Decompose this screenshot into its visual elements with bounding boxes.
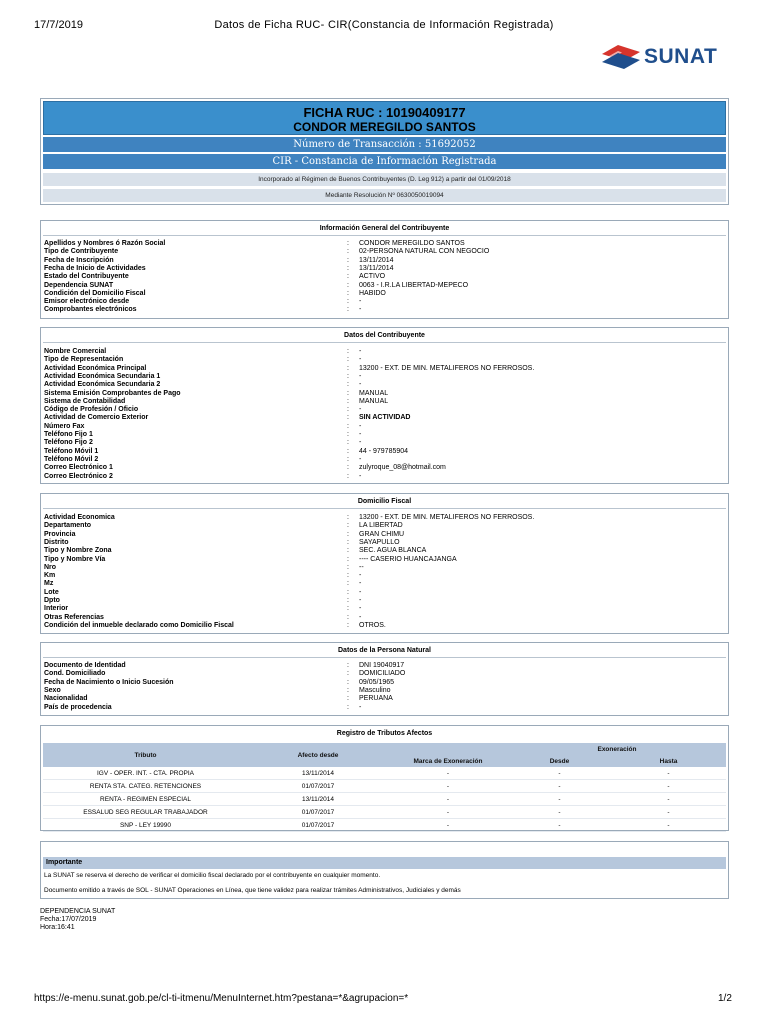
- field-value: -: [359, 703, 362, 711]
- field-colon: :: [347, 447, 349, 455]
- field-colon: :: [347, 514, 349, 521]
- field-value: SAYAPULLO: [359, 538, 400, 546]
- table-row: [43, 806, 726, 819]
- field-colon: :: [347, 306, 349, 314]
- field-row: [44, 547, 724, 556]
- col-exoneracion: Exoneración: [508, 743, 726, 755]
- field-value: -: [359, 306, 362, 314]
- field-row: [44, 423, 724, 432]
- sunat-logo: [598, 40, 730, 74]
- field-label: Sistema Emisión Comprobantes de Pago: [44, 389, 181, 397]
- field-value: HABIDO: [359, 289, 386, 297]
- field-label: Código de Profesión / Oficio: [44, 406, 139, 414]
- field-row: [44, 448, 724, 457]
- field-value: Masculino: [359, 686, 391, 694]
- field-label: Actividad Económica Secundaria 2: [44, 381, 161, 389]
- field-row: [44, 687, 724, 696]
- col-afecto: Afecto desde: [248, 743, 388, 767]
- field-row: [44, 298, 724, 307]
- field-row: [44, 514, 724, 523]
- domicilio-title: Domicilio Fiscal: [357, 498, 412, 505]
- field-label: Mz: [44, 580, 54, 588]
- table-row: [43, 819, 726, 832]
- field-colon: :: [347, 530, 349, 538]
- persona-natural-title: Datos de la Persona Natural: [338, 647, 431, 654]
- cell-tributo: ESSALUD SEG REGULAR TRABAJADOR: [43, 806, 248, 819]
- field-value: -: [359, 572, 362, 580]
- print-page-number: 1/2: [718, 993, 732, 1004]
- cell-marca: -: [388, 767, 508, 780]
- field-colon: :: [347, 256, 349, 264]
- field-value: SEC. AGUA BLANCA: [359, 547, 427, 555]
- field-row: [44, 679, 724, 688]
- field-value: -: [359, 298, 362, 306]
- field-row: [44, 439, 724, 448]
- field-label: Dpto: [44, 597, 60, 604]
- field-value: ACTIVO: [359, 273, 386, 281]
- cell-desde: -: [508, 819, 611, 832]
- field-label: Otras Referencias: [44, 613, 104, 621]
- field-label: Estado del Contribuyente: [44, 273, 129, 281]
- field-label: Nro: [44, 563, 57, 571]
- field-row: [44, 622, 724, 631]
- field-colon: :: [347, 381, 349, 389]
- field-colon: :: [347, 289, 349, 297]
- field-row: [44, 356, 724, 365]
- cell-afecto: 01/07/2017: [248, 780, 388, 793]
- field-value: GRAN CHIMU: [359, 530, 405, 538]
- field-value: -: [359, 580, 362, 588]
- field-label: Interior: [44, 605, 69, 613]
- field-colon: :: [347, 538, 349, 546]
- footer-hora: Hora:16:41: [40, 924, 75, 931]
- field-row: [44, 398, 724, 407]
- field-value: -: [359, 588, 362, 596]
- field-colon: :: [347, 273, 349, 281]
- print-title: Datos de Ficha RUC- CIR(Constancia de Información Registrada): [214, 19, 554, 31]
- field-colon: :: [347, 686, 349, 694]
- field-value: 13200 - EXT. DE MIN. METALIFEROS NO FERROSOS.: [359, 514, 535, 521]
- field-label: Teléfono Fijo 1: [44, 431, 93, 438]
- field-colon: :: [347, 555, 349, 563]
- cell-marca: -: [388, 806, 508, 819]
- field-label: Dependencia SUNAT: [44, 281, 114, 289]
- field-label: Actividad Economica: [44, 514, 115, 521]
- field-label: Sexo: [44, 686, 61, 694]
- field-value: DNI 19040917: [359, 662, 405, 669]
- print-url: https://e-menu.sunat.gob.pe/cl-ti-itmenu/MenuInternet.htm?pestana=*&agrupacion=*: [34, 993, 409, 1004]
- field-value: SIN ACTIVIDAD: [359, 414, 411, 422]
- field-label: Teléfono Móvil 1: [44, 447, 99, 455]
- importante-line-1: La SUNAT se reserva el derecho de verificar el domicilio fiscal declarado por el contribuyente en cualquier momento.: [44, 872, 381, 879]
- field-label: Teléfono Fijo 2: [44, 439, 93, 447]
- field-row: [44, 695, 724, 704]
- field-value: -: [359, 372, 362, 380]
- col-tributo: Tributo: [43, 743, 248, 767]
- field-colon: :: [347, 695, 349, 703]
- field-label: Departamento: [44, 522, 92, 530]
- domicilio-section: [40, 493, 729, 634]
- field-row: [44, 572, 724, 581]
- field-row: [44, 240, 724, 249]
- importante-line-2: Documento emitido a través de SOL - SUNAT Operaciones en Línea, que tiene validez para realizar trámites Administrativos, Judiciales y demás: [44, 887, 461, 894]
- field-colon: :: [347, 572, 349, 580]
- field-colon: :: [347, 406, 349, 414]
- field-colon: :: [347, 588, 349, 596]
- field-colon: :: [347, 563, 349, 571]
- field-value: zulyroque_08@hotmail.com: [359, 464, 446, 472]
- tributos-section: [40, 725, 729, 831]
- field-row: [44, 290, 724, 299]
- field-colon: :: [347, 248, 349, 256]
- field-label: Apellidos y Nombres ó Razón Social: [44, 240, 166, 247]
- field-row: [44, 414, 724, 423]
- cell-afecto: 01/07/2017: [248, 806, 388, 819]
- field-value: 13/11/2014: [359, 264, 394, 272]
- field-value: 09/05/1965: [359, 678, 395, 686]
- col-desde: Desde: [508, 755, 611, 767]
- field-colon: :: [347, 281, 349, 289]
- col-hasta: Hasta: [611, 755, 726, 767]
- field-value: CONDOR MEREGILDO SANTOS: [359, 240, 465, 247]
- field-row: [44, 265, 724, 274]
- field-value: DOMICILIADO: [359, 670, 406, 678]
- field-value: --: [359, 563, 364, 571]
- ficha-ruc-banner: [43, 101, 726, 135]
- field-value: LA LIBERTAD: [359, 522, 403, 530]
- field-colon: :: [347, 472, 349, 480]
- field-label: Tipo de Contribuyente: [44, 248, 119, 256]
- cell-hasta: -: [611, 780, 726, 793]
- field-label: Documento de Identidad: [44, 662, 126, 669]
- field-label: Fecha de Inicio de Actividades: [44, 264, 146, 272]
- field-colon: :: [347, 389, 349, 397]
- field-label: Sistema de Contabilidad: [44, 397, 126, 405]
- col-marca: Marca de Exoneración: [388, 743, 508, 767]
- cell-desde: -: [508, 806, 611, 819]
- field-colon: :: [347, 364, 349, 372]
- field-value: -: [359, 422, 362, 430]
- sunat-logo-text: SUNAT: [644, 45, 718, 68]
- datos-contribuyente-section: [40, 327, 729, 484]
- field-label: Fecha de Nacimiento o Inicio Sucesión: [44, 678, 174, 686]
- field-colon: :: [347, 662, 349, 669]
- importante-title: Importante: [43, 857, 726, 869]
- cell-desde: -: [508, 793, 611, 806]
- field-label: Correo Electrónico 2: [44, 472, 113, 480]
- field-row: [44, 539, 724, 548]
- field-value: -: [359, 472, 362, 480]
- footer-fecha: Fecha:17/07/2019: [40, 916, 97, 923]
- field-row: [44, 381, 724, 390]
- field-colon: :: [347, 605, 349, 613]
- field-label: Tipo y Nombre Zona: [44, 547, 112, 555]
- field-colon: :: [347, 580, 349, 588]
- field-label: País de procedencia: [44, 703, 112, 711]
- field-value: -: [359, 381, 362, 389]
- tributos-table: [43, 743, 726, 832]
- resolucion-text: Mediante Resolución Nº 0630050019094: [43, 189, 726, 202]
- field-colon: :: [347, 670, 349, 678]
- cell-desde: -: [508, 780, 611, 793]
- field-colon: :: [347, 439, 349, 447]
- field-row: [44, 522, 724, 531]
- field-label: Correo Electrónico 1: [44, 464, 113, 472]
- field-row: [44, 373, 724, 382]
- info-general-title: Información General del Contribuyente: [319, 225, 450, 232]
- field-row: [44, 464, 724, 473]
- cell-desde: -: [508, 767, 611, 780]
- field-label: Actividad de Comercio Exterior: [44, 414, 149, 422]
- field-row: [44, 704, 724, 713]
- field-colon: :: [347, 464, 349, 472]
- cell-tributo: RENTA STA. CATEG. RETENCIONES: [43, 780, 248, 793]
- regimen-text: Incorporado al Régimen de Buenos Contribuyentes (D. Leg 912) a partir del 01/09/2018: [43, 173, 726, 186]
- cell-tributo: SNP - LEY 19990: [43, 819, 248, 832]
- footer-dependencia: DEPENDENCIA SUNAT: [40, 908, 116, 915]
- table-row: [43, 767, 726, 780]
- cell-afecto: 13/11/2014: [248, 767, 388, 780]
- field-row: [44, 564, 724, 573]
- field-label: Comprobantes electrónicos: [44, 306, 137, 314]
- field-row: [44, 580, 724, 589]
- field-value: -: [359, 605, 362, 613]
- field-label: Tipo de Representación: [44, 356, 124, 364]
- field-colon: :: [347, 348, 349, 355]
- field-value: -: [359, 406, 362, 414]
- field-value: 13200 - EXT. DE MIN. METALIFEROS NO FERROSOS.: [359, 364, 535, 372]
- tributos-title: Registro de Tributos Afectos: [336, 730, 433, 737]
- footer-block: [40, 908, 115, 932]
- cell-afecto: 01/07/2017: [248, 819, 388, 832]
- cell-afecto: 13/11/2014: [248, 793, 388, 806]
- field-colon: :: [347, 397, 349, 405]
- field-row: [44, 531, 724, 540]
- field-colon: :: [347, 372, 349, 380]
- persona-natural-section: [40, 642, 729, 716]
- field-value: OTROS.: [359, 621, 386, 629]
- field-label: Cond. Domiciliado: [44, 670, 106, 678]
- field-label: Condición del inmueble declarado como Domicilio Fiscal: [44, 621, 234, 629]
- field-colon: :: [347, 522, 349, 530]
- field-label: Provincia: [44, 530, 76, 538]
- field-value: -: [359, 439, 362, 447]
- field-value: -: [359, 455, 362, 463]
- field-row: [44, 365, 724, 374]
- field-value: 13/11/2014: [359, 256, 394, 264]
- field-value: MANUAL: [359, 389, 389, 397]
- cell-hasta: -: [611, 793, 726, 806]
- field-label: Nacionalidad: [44, 695, 88, 703]
- field-colon: :: [347, 597, 349, 604]
- field-value: -: [359, 348, 362, 355]
- field-value: -: [359, 431, 362, 438]
- cell-tributo: IGV - OPER. INT. - CTA. PROPIA: [43, 767, 248, 780]
- ficha-ruc: FICHA RUC : 10190409177: [303, 105, 466, 120]
- field-colon: :: [347, 455, 349, 463]
- field-colon: :: [347, 621, 349, 629]
- field-row: [44, 431, 724, 440]
- field-value: 02-PERSONA NATURAL CON NEGOCIO: [359, 248, 490, 256]
- ficha-header: [40, 98, 729, 205]
- field-row: [44, 662, 724, 671]
- field-label: Emisor electrónico desde: [44, 298, 130, 306]
- field-label: Lote: [44, 588, 59, 596]
- field-value: -: [359, 356, 362, 364]
- datos-contribuyente-title: Datos del Contribuyente: [344, 332, 425, 339]
- field-value: PERUANA: [359, 695, 393, 703]
- field-label: Fecha de Inscripción: [44, 256, 114, 264]
- transaction-number: Número de Transacción : 51692052: [43, 137, 726, 152]
- field-row: [44, 614, 724, 623]
- table-row: [43, 793, 726, 806]
- field-label: Tipo y Nombre Vía: [44, 555, 106, 563]
- field-row: [44, 390, 724, 399]
- field-row: [44, 473, 724, 482]
- field-value: ---- CASERIO HUANCAJANGA: [359, 555, 457, 563]
- info-general-section: [40, 220, 729, 319]
- importante-section: [40, 841, 729, 899]
- sunat-logo-icon: [598, 40, 644, 74]
- field-value: MANUAL: [359, 397, 389, 405]
- field-label: Teléfono Móvil 2: [44, 455, 99, 463]
- field-value: 44 - 979785904: [359, 447, 409, 455]
- field-row: [44, 406, 724, 415]
- field-row: [44, 456, 724, 465]
- field-colon: :: [347, 703, 349, 711]
- field-label: Distrito: [44, 538, 69, 546]
- field-label: Nombre Comercial: [44, 348, 107, 355]
- field-colon: :: [347, 356, 349, 364]
- field-colon: :: [347, 264, 349, 272]
- field-colon: :: [347, 422, 349, 430]
- cell-marca: -: [388, 819, 508, 832]
- field-row: [44, 273, 724, 282]
- cell-tributo: RENTA - REGIMEN ESPECIAL: [43, 793, 248, 806]
- field-value: -: [359, 597, 362, 604]
- field-row: [44, 248, 724, 257]
- cell-hasta: -: [611, 819, 726, 832]
- field-row: [44, 348, 724, 357]
- cell-hasta: -: [611, 806, 726, 819]
- field-colon: :: [347, 240, 349, 247]
- field-label: Actividad Económica Secundaria 1: [44, 372, 161, 380]
- cir-title: CIR - Constancia de Información Registrada: [43, 154, 726, 169]
- field-colon: :: [347, 298, 349, 306]
- field-colon: :: [347, 431, 349, 438]
- field-label: Actividad Económica Principal: [44, 364, 147, 372]
- cell-hasta: -: [611, 767, 726, 780]
- cell-marca: -: [388, 780, 508, 793]
- field-value: 0063 - I.R.LA LIBERTAD-MEPECO: [359, 281, 469, 289]
- field-colon: :: [347, 613, 349, 621]
- table-row: [43, 780, 726, 793]
- field-colon: :: [347, 414, 349, 422]
- field-row: [44, 605, 724, 614]
- field-colon: :: [347, 678, 349, 686]
- cell-marca: -: [388, 793, 508, 806]
- contribuyente-name: CONDOR MEREGILDO SANTOS: [293, 120, 476, 134]
- field-row: [44, 257, 724, 266]
- field-row: [44, 589, 724, 598]
- field-row: [44, 282, 724, 291]
- field-label: Condición del Domicilio Fiscal: [44, 289, 146, 297]
- field-label: Número Fax: [44, 422, 85, 430]
- field-label: Km: [44, 572, 56, 580]
- field-colon: :: [347, 547, 349, 555]
- field-row: [44, 556, 724, 565]
- field-row: [44, 306, 724, 315]
- field-row: [44, 670, 724, 679]
- field-row: [44, 597, 724, 606]
- print-date: 17/7/2019: [34, 19, 83, 31]
- field-value: -: [359, 613, 362, 621]
